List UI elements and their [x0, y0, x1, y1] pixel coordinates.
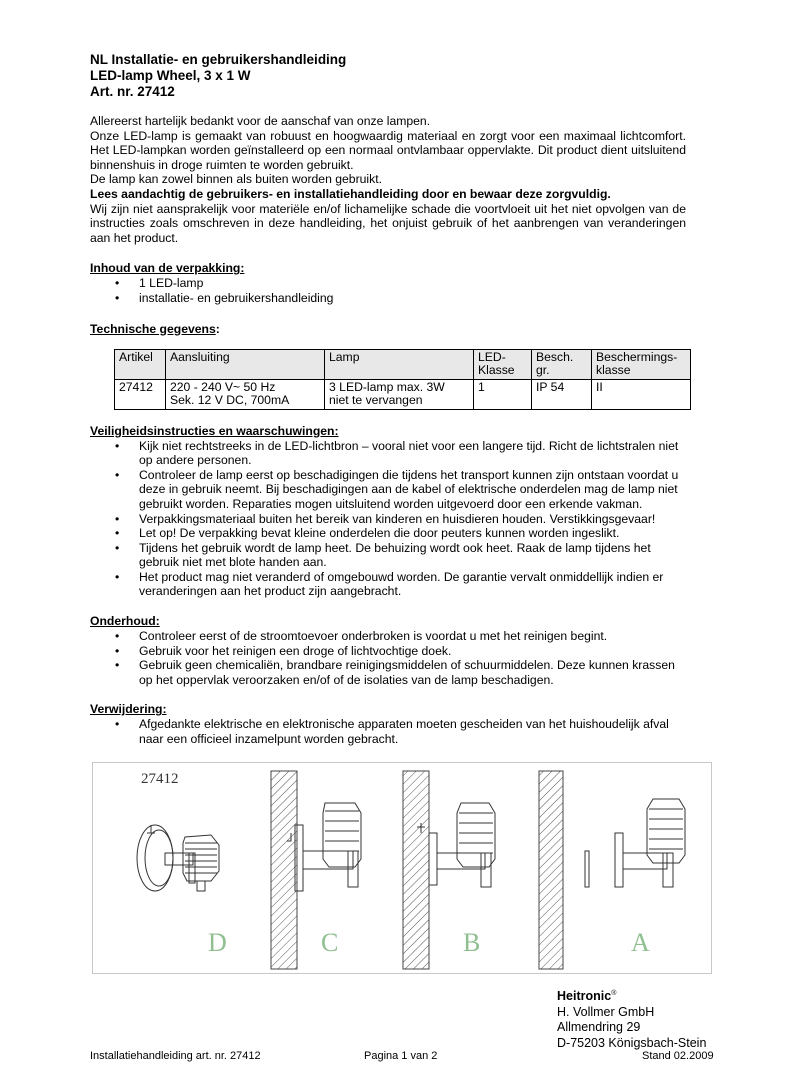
- maintenance-heading: Onderhoud:: [90, 614, 160, 629]
- step-a-lamp-drawing: [585, 799, 685, 887]
- registered-mark: ®: [611, 990, 617, 997]
- col-header-aansluiting: Aansluiting: [166, 349, 325, 379]
- doc-title-line3: Art. nr. 27412: [90, 84, 175, 99]
- list-item: • Kijk niet rechtstreeks in de LED-lichtbron – vooral niet voor een langere tijd. Richt de lichtstralen niet op andere personen.: [90, 439, 686, 468]
- cell-led-klasse: 1: [474, 379, 532, 409]
- col-header-artikel: Artikel: [115, 349, 166, 379]
- list-item: • Tijdens het gebruik wordt de lamp heet. De behuizing wordt ook heet. Raak de lamp tijdens het gebruik niet met blote handen aan.: [90, 541, 686, 570]
- doc-title-line1: NL Installatie- en gebruikershandleiding: [90, 52, 347, 67]
- list-item: • Controleer de lamp eerst op beschadigingen die tijdens het transport kunnen zijn ontstaan voordat u deze in gebruik neemt. Bij beschadigingen aan de kabel of elektrische onderdelen mag de lamp niet gebruikt worden. Reparaties mogen uitsluitend worden uitgevoerd door een erkende vakman.: [90, 468, 686, 512]
- article-label: 27412: [141, 771, 179, 787]
- disposal-heading: Verwijdering:: [90, 702, 167, 717]
- list-item: • Verpakkingsmateriaal buiten het bereik van kinderen en huisdieren houden. Verstikkingsgevaar!: [90, 512, 686, 527]
- cell-besch-gr: IP 54: [532, 379, 592, 409]
- tech-table: [114, 349, 691, 410]
- safety-list: [90, 439, 686, 600]
- cell-aansluiting-line1: 220 - 240 V~ 50 Hz: [170, 379, 276, 394]
- footer-page-number: Pagina 1 van 2: [364, 1050, 438, 1062]
- step-label-b: B: [463, 928, 481, 957]
- cell-aansluiting-line2: Sek. 12 V DC, 700mA: [170, 393, 290, 408]
- company-line1: H. Vollmer GmbH: [557, 1004, 655, 1019]
- step-c-wall: [271, 771, 297, 969]
- cell-lamp-line1: 3 LED-lamp max. 3W: [329, 379, 445, 394]
- contents-list: [90, 276, 686, 305]
- disposal-list: [90, 717, 686, 746]
- col-header-besch-gr: Besch. gr.: [532, 349, 592, 379]
- cell-lamp-line2: niet te vervangen: [329, 393, 423, 408]
- cell-beschermingsklasse: II: [592, 379, 691, 409]
- manual-page: [90, 52, 686, 747]
- tech-heading: Technische gegevens:: [90, 321, 220, 336]
- installation-drawing: [93, 763, 711, 973]
- maintenance-list: [90, 629, 686, 687]
- cell-lamp: [325, 379, 474, 409]
- intro-description: Onze LED-lamp is gemaakt van robuust en hoogwaardig materiaal en zorgt voor een maximaal lichtcomfort. Het LED-lampkan worden geïnstalleerd op een normaal ontvlambaar oppervlakte. Dit product dient uitsluitend binnenshuis in droge ruimten te worden gebruikt.: [90, 128, 686, 172]
- intro-usage: De lamp kan zowel binnen als buiten worden gebruikt.: [90, 172, 382, 187]
- list-item: • Let op! De verpakking bevat kleine onderdelen die door peuters kunnen worden ingeslikt.: [90, 526, 686, 541]
- installation-illustration: [92, 762, 712, 974]
- table-row: [115, 379, 691, 409]
- list-item: • 1 LED-lamp: [90, 276, 686, 291]
- contents-heading: Inhoud van de verpakking:: [90, 261, 245, 276]
- step-d-lamp-drawing: [137, 825, 219, 891]
- safety-heading: Veiligheidsinstructies en waarschuwingen:: [90, 423, 339, 438]
- doc-title-line2: LED-lamp Wheel, 3 x 1 W: [90, 68, 251, 83]
- intro-thanks: Allereerst hartelijk bedankt voor de aanschaf van onze lampen.: [90, 114, 431, 128]
- cell-aansluiting: [166, 379, 325, 409]
- company-line2: Allmendring 29: [557, 1020, 641, 1035]
- footer-left: Installatiehandleiding art. nr. 27412: [90, 1050, 261, 1062]
- intro-liability: Wij zijn niet aansprakelijk voor materiële en/of lichamelijke schade die voortvloeit uit het niet opvolgen van de instructies zoals omschreven in deze handleiding, het onjuist gebruik of het aanbrengen van veranderingen aan het product.: [90, 201, 686, 245]
- list-item: • Afgedankte elektrische en elektronische apparaten moeten gescheiden van het huishoudelijk afval naar een officieel inzamelpunt worden gebracht.: [90, 717, 686, 746]
- intro-read-notice: Lees aandachtig de gebruikers- en installatiehandleiding door en bewaar deze zorgvuldig.: [90, 186, 611, 201]
- col-header-led-klasse: LED-Klasse: [474, 349, 532, 379]
- list-item: • Het product mag niet veranderd of omgebouwd worden. De garantie vervalt onmiddellijk indien er veranderingen aan het product zijn aangebracht.: [90, 570, 686, 599]
- footer-date: Stand 02.2009: [642, 1050, 714, 1062]
- list-item: • Gebruik voor het reinigen een droge of lichtvochtige doek.: [90, 644, 686, 659]
- company-name: Heitronic: [557, 989, 612, 1004]
- cell-artikel: 27412: [115, 379, 166, 409]
- col-header-lamp: Lamp: [325, 349, 474, 379]
- list-item: • Controleer eerst of de stroomtoevoer onderbroken is voordat u met het reinigen begint.: [90, 629, 686, 644]
- intro-section: [90, 114, 686, 245]
- list-item: • Gebruik geen chemicaliën, brandbare reinigingsmiddelen of schuurmiddelen. Deze kunnen krassen op het oppervlak veroorzaken en/of of de isolaties van de lamp beschadigen.: [90, 658, 686, 687]
- step-b-wall: [403, 771, 429, 969]
- step-c-lamp-drawing: [287, 803, 361, 891]
- step-label-a: A: [631, 928, 650, 957]
- table-header-row: [115, 349, 691, 379]
- step-label-c: C: [321, 928, 339, 957]
- company-address: [557, 986, 706, 1051]
- list-item: • installatie- en gebruikershandleiding: [90, 291, 686, 306]
- col-header-beschermingsklasse: Beschermings-klasse: [592, 349, 691, 379]
- step-label-d: D: [208, 928, 227, 957]
- step-a-wall: [539, 771, 563, 969]
- company-line3: D-75203 Königsbach-Stein: [557, 1035, 707, 1050]
